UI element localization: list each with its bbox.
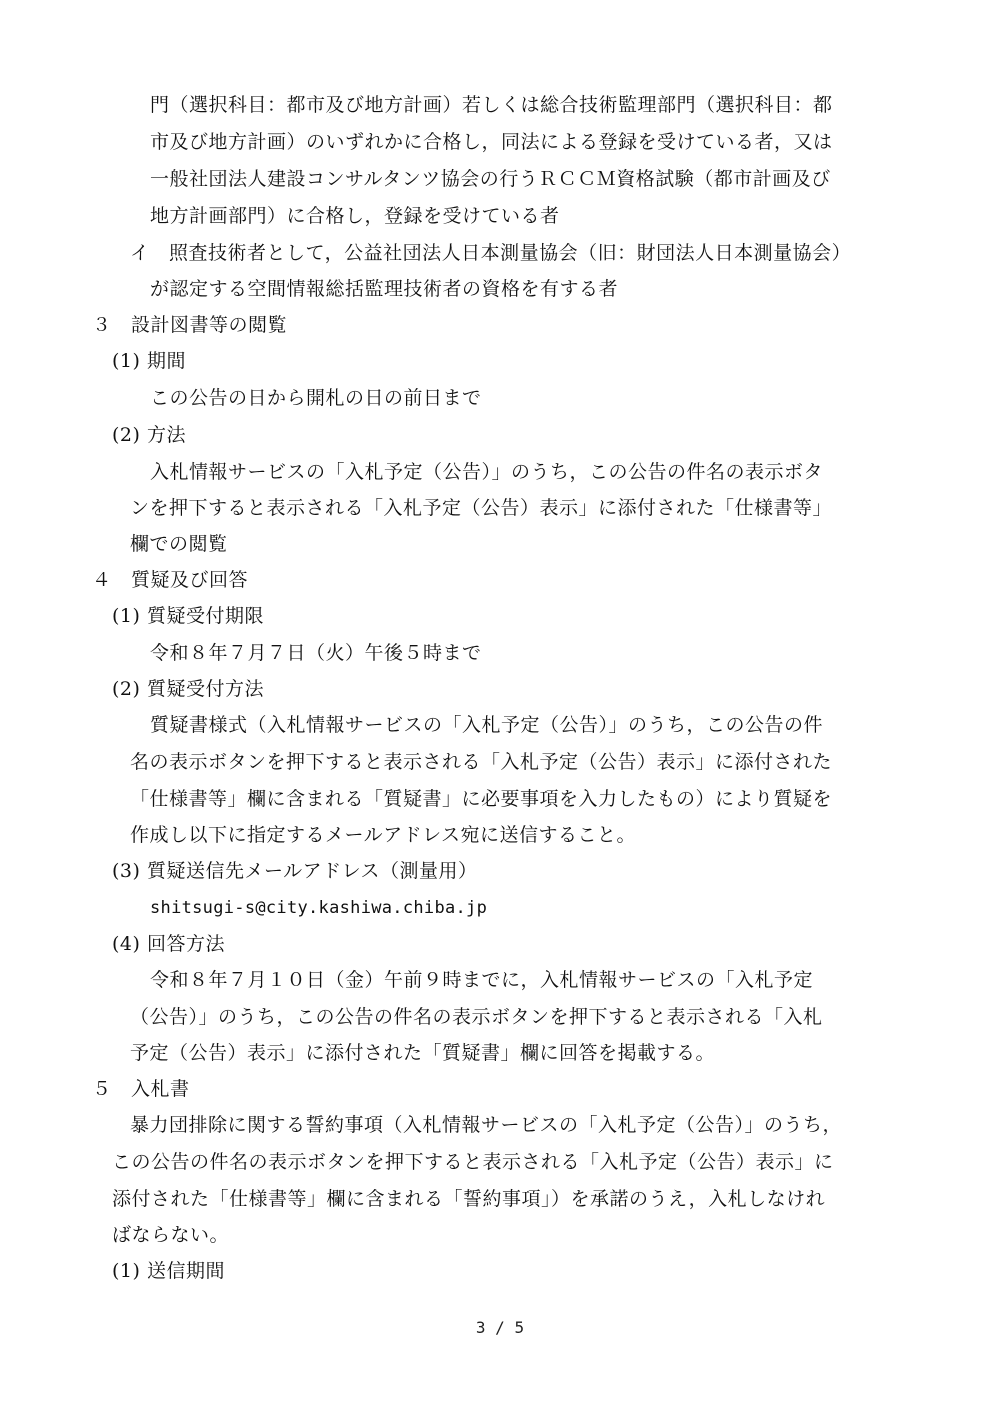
text-line: 令和８年７月７日（火）午後５時まで: [150, 642, 482, 664]
subsection-heading: (2) 方法: [112, 424, 186, 446]
text-line: ばならない。: [112, 1224, 230, 1246]
text-line: イ 照査技術者として，公益社団法人日本測量協会（旧：財団法人日本測量協会）: [130, 242, 852, 264]
section-heading: ３ 設計図書等の閲覧: [92, 314, 288, 336]
text-line: 添付された「仕様書等」欄に含まれる「誓約事項」）を承諾のうえ，入札しなけれ: [112, 1188, 826, 1210]
text-line: （公告）」のうち，この公告の件名の表示ボタンを押下すると表示される「入札: [130, 1006, 823, 1028]
text-line: 入札情報サービスの「入札予定（公告）」のうち，この公告の件名の表示ボタ: [150, 461, 824, 483]
text-line: 地方計画部門）に合格し，登録を受けている者: [150, 205, 560, 227]
text-line: 暴力団排除に関する誓約事項（入札情報サービスの「入札予定（公告）」のうち，: [130, 1114, 843, 1136]
text-line: 欄での閲覧: [130, 533, 228, 555]
text-line: ンを押下すると表示される「入札予定（公告）表示」に添付された「仕様書等」: [130, 497, 833, 519]
email-address: shitsugi-s@city.kashiwa.chiba.jp: [150, 898, 488, 918]
subsection-heading: (4) 回答方法: [112, 933, 225, 955]
subsection-heading: (2) 質疑受付方法: [112, 678, 264, 700]
subsection-heading: (1) 期間: [112, 350, 186, 372]
section-heading: ４ 質疑及び回答: [92, 569, 249, 591]
text-line: 質疑書様式（入札情報サービスの「入札予定（公告）」のうち，この公告の件: [150, 714, 824, 736]
text-line: 一般社団法人建設コンサルタンツ協会の行うＲＣＣＭ資格試験（都市計画及び: [150, 168, 831, 190]
subsection-heading: (1) 質疑受付期限: [112, 605, 264, 627]
text-line: が認定する空間情報総括監理技術者の資格を有する者: [150, 278, 619, 300]
subsection-heading: (1) 送信期間: [112, 1260, 225, 1282]
section-heading: ５ 入札書: [92, 1078, 190, 1100]
page-number: 3 / 5: [475, 1318, 525, 1337]
text-line: 「仕様書等」欄に含まれる「質疑書」に必要事項を入力したもの）により質疑を: [130, 788, 833, 810]
text-line: 市及び地方計画）のいずれかに合格し，同法による登録を受けている者，又は: [150, 131, 833, 153]
text-line: 作成し以下に指定するメールアドレス宛に送信すること。: [130, 824, 637, 846]
text-line: 予定（公告）表示」に添付された「質疑書」欄に回答を掲載する。: [130, 1042, 716, 1064]
text-line: この公告の日から開札の日の前日まで: [150, 387, 482, 409]
text-line: この公告の件名の表示ボタンを押下すると表示される「入札予定（公告）表示」に: [112, 1151, 834, 1173]
text-line: 門（選択科目：都市及び地方計画）若しくは総合技術監理部門（選択科目：都: [150, 94, 833, 116]
text-line: 令和８年７月１０日（金）午前９時までに，入札情報サービスの「入札予定: [150, 969, 814, 991]
text-line: 名の表示ボタンを押下すると表示される「入札予定（公告）表示」に添付された: [130, 751, 833, 773]
subsection-heading: (3) 質疑送信先メールアドレス（測量用）: [112, 860, 478, 882]
